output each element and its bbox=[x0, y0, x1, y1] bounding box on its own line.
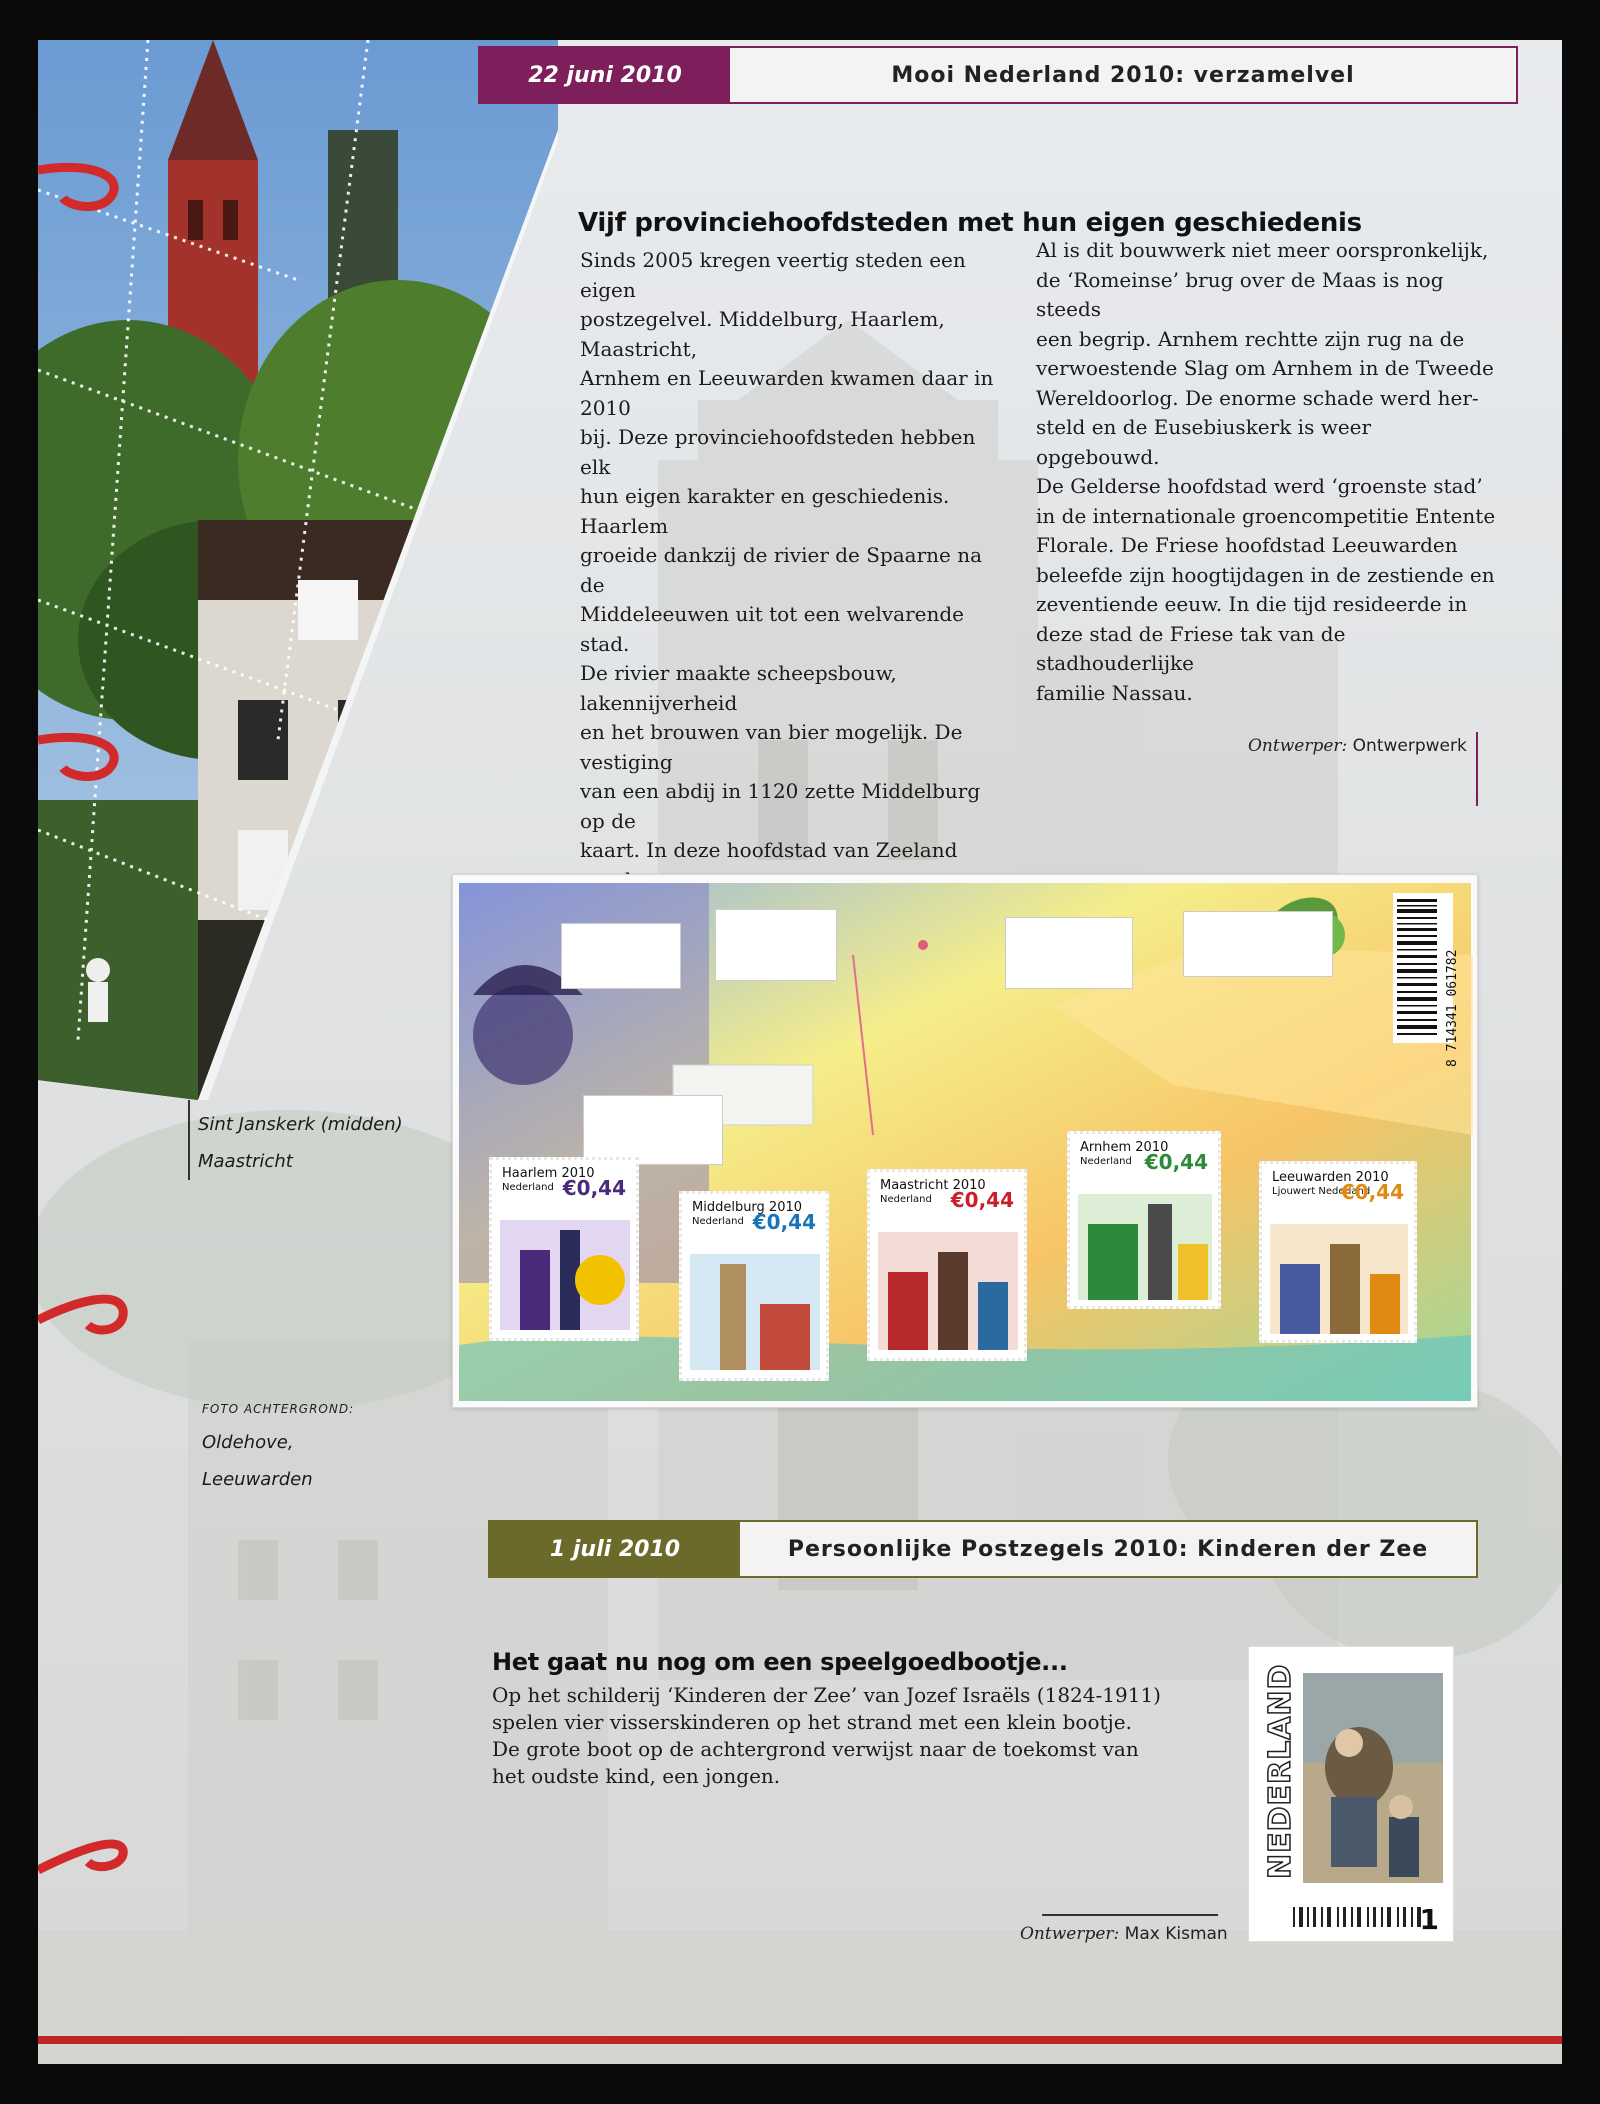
designer-label: Ontwerper: bbox=[1020, 1924, 1120, 1944]
stamp-country: NEDERLAND bbox=[1263, 1663, 1298, 1879]
text-line: Sinds 2005 kregen veertig steden een eigen bbox=[580, 248, 966, 302]
text-line: Al is dit bouwwerk niet meer oorspronkelijk, bbox=[1036, 238, 1489, 262]
stamp-value: €0,44 bbox=[752, 1210, 816, 1234]
section-title: Persoonlijke Postzegels 2010: Kinderen der Zee bbox=[787, 1536, 1429, 1562]
article-heading: Vijf provinciehoofdsteden met hun eigen geschiedenis bbox=[578, 208, 1362, 238]
binder-ring bbox=[38, 1290, 128, 1342]
info-box-middelburg bbox=[561, 923, 681, 989]
info-box-arnhem bbox=[1005, 917, 1133, 989]
stamp-country: Nederland bbox=[502, 1182, 554, 1193]
article-heading: Het gaat nu nog om een speelgoedbootje... bbox=[492, 1648, 1068, 1676]
barcode-number: 8 714341 061782 bbox=[1445, 949, 1460, 1067]
stamp-value: €0,44 bbox=[1340, 1180, 1404, 1204]
section-title: Mooi Nederland 2010: verzamelvel bbox=[891, 62, 1355, 88]
stamp-value: €0,44 bbox=[1144, 1150, 1208, 1174]
stamp-art bbox=[1270, 1224, 1408, 1334]
text-line: in de internationale groencompetitie Entente bbox=[1036, 503, 1496, 528]
info-box-maastricht bbox=[715, 909, 837, 981]
stamp-art bbox=[878, 1232, 1018, 1350]
text-line: bij. Deze provinciehoofdsteden hebben elk bbox=[580, 425, 976, 479]
text-line: familie Nassau. bbox=[1036, 680, 1193, 705]
info-box-leeuwarden bbox=[1183, 911, 1333, 977]
text-line: het oudste kind, een jongen. bbox=[492, 1764, 781, 1788]
binder-ring bbox=[38, 1830, 128, 1882]
caption-line: Leeuwarden bbox=[202, 1469, 313, 1490]
text-line: De grote boot op de achtergrond verwijst naar de toekomst van bbox=[492, 1737, 1139, 1761]
bottom-edge bbox=[38, 2036, 1562, 2044]
photo-caption bbox=[198, 1106, 403, 1180]
stamp-city: Haarlem 2010 bbox=[502, 1166, 595, 1181]
album-page bbox=[38, 40, 1562, 2064]
text-line: een begrip. Arnhem rechtte zijn rug na de bbox=[1036, 326, 1465, 351]
binder-ring bbox=[38, 160, 128, 212]
designer-name: Max Kisman bbox=[1124, 1924, 1228, 1944]
stamp-art bbox=[1078, 1194, 1212, 1300]
stamp-country: Nederland bbox=[1080, 1156, 1132, 1167]
article-body bbox=[492, 1682, 1192, 1790]
stamp-art bbox=[500, 1220, 630, 1330]
background-caption bbox=[202, 1424, 313, 1498]
caption-rule bbox=[188, 1100, 190, 1180]
text-line: Arnhem en Leeuwarden kwamen daar in 2010 bbox=[580, 366, 994, 420]
text-line: Florale. De Friese hoofdstad Leeuwarden bbox=[1036, 533, 1458, 557]
designer-label: Ontwerper: bbox=[1248, 736, 1348, 756]
text-line: Op het schilderij ‘Kinderen der Zee’ van Jozef Israëls (1824-1911) bbox=[492, 1683, 1161, 1707]
text-line: Wereldoorlog. De enorme schade werd her- bbox=[1036, 385, 1479, 410]
stamp-country: Nederland bbox=[880, 1194, 932, 1205]
text-line: Middeleeuwen uit tot een welvarende stad. bbox=[580, 602, 965, 656]
section-header-mooi-nederland bbox=[478, 46, 1518, 104]
text-line: spelen vier visserskinderen op het strand met een klein bootje. bbox=[492, 1710, 1132, 1734]
text-line: zeventiende eeuw. In die tijd resideerde in bbox=[1036, 592, 1468, 616]
stamp-country: Ljouwert Nederland bbox=[1272, 1186, 1371, 1197]
stamp-city: Arnhem 2010 bbox=[1080, 1140, 1169, 1155]
section-date: 22 juni 2010 bbox=[480, 48, 730, 102]
info-box-haarlem bbox=[583, 1095, 723, 1165]
text-line: postzegelvel. Middelburg, Haarlem, Maastricht, bbox=[580, 307, 945, 361]
text-line: steld en de Eusebiuskerk is weer opgebouwd. bbox=[1036, 415, 1372, 469]
stamp-city: Maastricht 2010 bbox=[880, 1178, 986, 1193]
caption-line: Maastricht bbox=[198, 1151, 293, 1172]
text-line: de ‘Romeinse’ brug over de Maas is nog steeds bbox=[1036, 267, 1444, 321]
text-line: kaart. In deze hoofdstad van Zeeland bbox=[580, 838, 958, 862]
stamp-value: €0,44 bbox=[562, 1176, 626, 1200]
text-line: en het brouwen van bier mogelijk. De vestiging bbox=[580, 720, 963, 774]
section-date: 1 juli 2010 bbox=[490, 1522, 740, 1576]
section-header-kinderen-der-zee bbox=[488, 1520, 1478, 1578]
barcode bbox=[1393, 893, 1453, 1043]
text-line: deze stad de Friese tak van de stadhouderlijke bbox=[1036, 621, 1346, 675]
text-line: hun eigen karakter en geschiedenis. Haarlem bbox=[580, 484, 950, 538]
stamp-art bbox=[690, 1254, 820, 1370]
stamp-value: €0,44 bbox=[950, 1188, 1014, 1212]
background-caption-label: FOTO ACHTERGROND: bbox=[202, 1402, 355, 1416]
designer-credit bbox=[1020, 1924, 1228, 1944]
stamp-country: Nederland bbox=[692, 1216, 744, 1227]
stamp-city: Middelburg 2010 bbox=[692, 1200, 803, 1215]
text-line: De rivier maakte scheepsbouw, lakennijverheid bbox=[580, 661, 897, 715]
credit-rule bbox=[1476, 732, 1478, 806]
stamp-maastricht bbox=[867, 1169, 1027, 1361]
article-column-right bbox=[1036, 236, 1496, 708]
stamp-leeuwarden bbox=[1259, 1161, 1417, 1343]
credit-rule bbox=[1042, 1914, 1218, 1916]
stamp-value: 1 bbox=[1419, 1903, 1439, 1936]
text-line: groeide dankzij de rivier de Spaarne na de bbox=[580, 543, 983, 597]
text-line: van een abdij in 1120 zette Middelburg op de bbox=[580, 779, 981, 833]
text-line: beleefde zijn hoogtijdagen in de zestiende en bbox=[1036, 562, 1495, 587]
designer-credit bbox=[1248, 736, 1467, 756]
text-line: verwoestende Slag om Arnhem in de Tweede bbox=[1036, 356, 1494, 380]
designer-name: Ontwerpwerk bbox=[1352, 736, 1467, 756]
stamp-arnhem bbox=[1067, 1131, 1221, 1309]
souvenir-sheet bbox=[452, 874, 1478, 1408]
stamp-haarlem bbox=[489, 1157, 639, 1341]
caption-line: Sint Janskerk (midden) bbox=[198, 1114, 403, 1135]
stamp-city: Leeuwarden 2010 bbox=[1272, 1170, 1389, 1185]
stamp-middelburg bbox=[679, 1191, 829, 1381]
binder-ring bbox=[38, 730, 128, 782]
text-line: De Gelderse hoofdstad werd ‘groenste stad’ bbox=[1036, 474, 1483, 498]
personal-stamp bbox=[1248, 1646, 1454, 1942]
caption-line: Oldehove, bbox=[202, 1432, 294, 1453]
